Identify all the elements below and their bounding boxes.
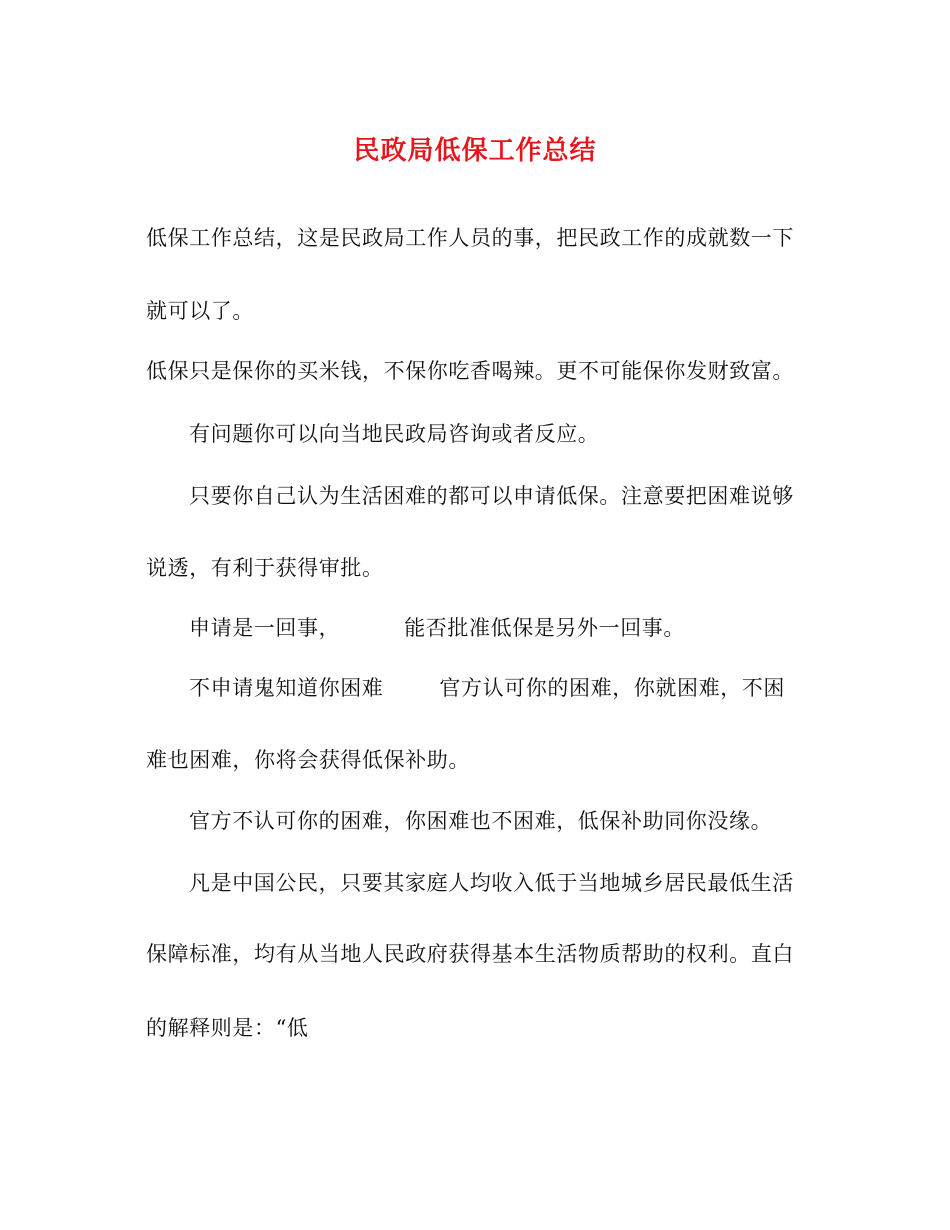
paragraph-line: 官方不认可你的困难，你困难也不困难，低保补助同你没缘。	[189, 809, 773, 833]
paragraph-line: 说透，有利于获得审批。	[146, 556, 384, 580]
paragraph-line: 有问题你可以向当地民政局咨询或者反应。	[189, 422, 600, 446]
line-segment: 能否批准低保是另外一回事。	[404, 616, 686, 640]
paragraph-line	[189, 672, 785, 702]
paragraph-line: 凡是中国公民，只要其家庭人均收入低于当地城乡居民最低生活	[189, 871, 794, 895]
paragraph-line	[189, 612, 685, 642]
paragraph-line: 低保工作总结，这是民政局工作人员的事，把民政工作的成就数一下	[146, 226, 794, 250]
paragraph-line: 保障标准，均有从当地人民政府获得基本生活物质帮助的权利。直白	[146, 942, 794, 966]
line-segment: 申请是一回事，	[189, 616, 341, 640]
paragraph-line: 的解释则是：“低	[146, 1016, 309, 1040]
paragraph-line: 难也困难，你将会获得低保补助。	[146, 748, 470, 772]
paragraph-line: 低保只是保你的买米钱，不保你吃香喝辣。更不可能保你发财致富。	[146, 359, 794, 383]
line-segment: 不申请鬼知道你困难	[189, 676, 384, 700]
document-title: 民政局低保工作总结	[353, 136, 597, 166]
paragraph-line: 就可以了。	[146, 299, 254, 323]
line-segment: 官方认可你的困难，你就困难，不困	[439, 676, 786, 700]
paragraph-line: 只要你自己认为生活困难的都可以申请低保。注意要把困难说够	[189, 484, 794, 508]
